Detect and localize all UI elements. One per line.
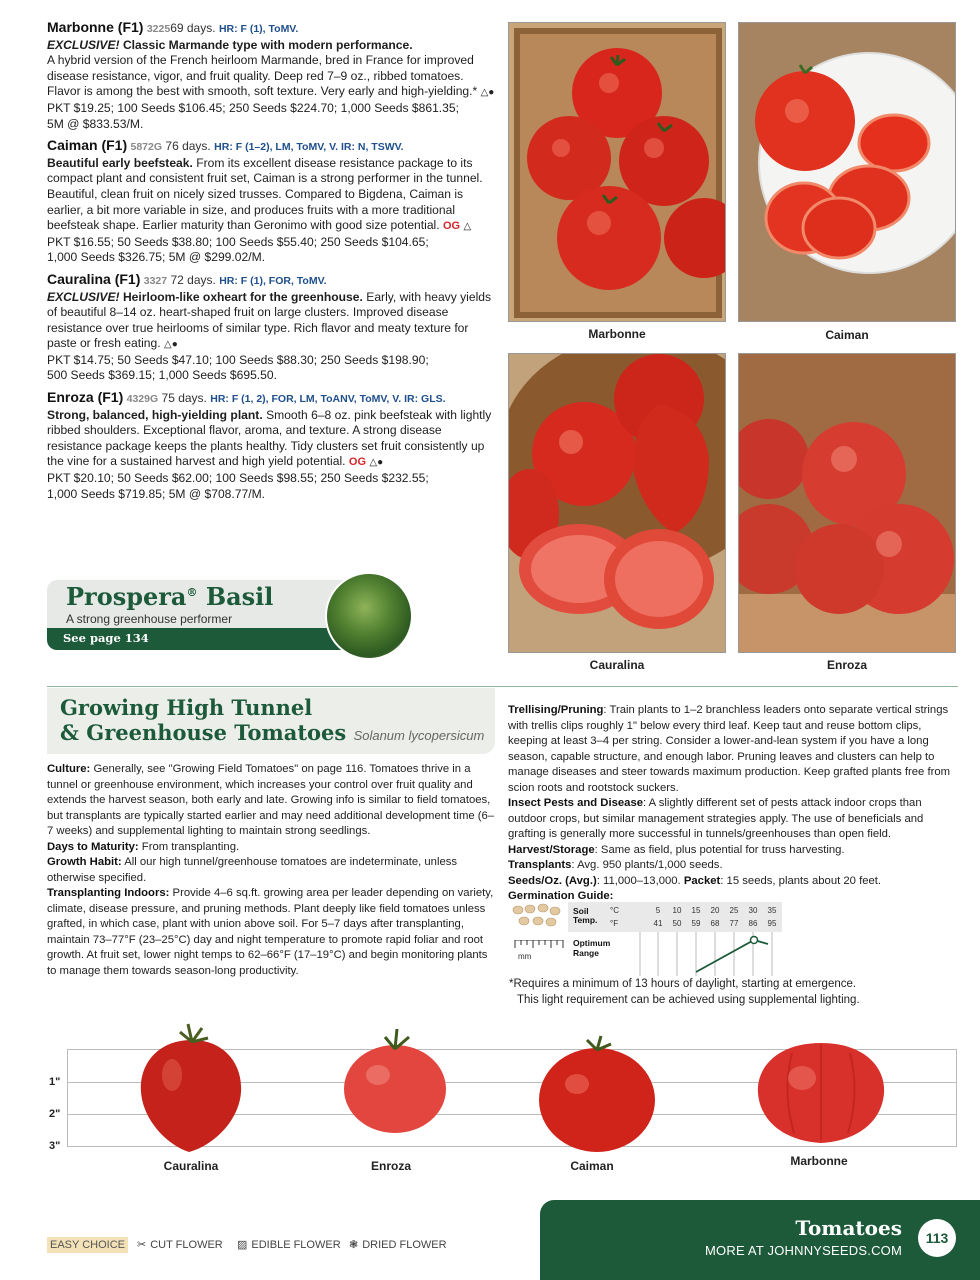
germination-guide bbox=[510, 902, 782, 976]
tomato-size-label: Marbonne bbox=[790, 1154, 848, 1168]
variety-lead: Heirloom-like oxheart for the greenhouse. bbox=[122, 289, 363, 304]
fahrenheit-unit: °F bbox=[610, 919, 619, 928]
variety-code: 4329G bbox=[126, 393, 159, 406]
exclusive-tag: EXCLUSIVE! bbox=[47, 289, 120, 304]
greenhouse-icon: △ bbox=[164, 339, 172, 351]
germination-curve bbox=[568, 932, 782, 976]
price-line: PKT $19.25; 100 Seeds $106.45; 250 Seeds $224.70; 1,000 Seeds $861.35; bbox=[47, 100, 459, 115]
price-line: 1,000 Seeds $326.75; 5M @ $299.02/M. bbox=[47, 250, 266, 265]
pests-paragraph: Insect Pests and Disease: A slightly different set of pests attack indoor crops than outdoor crops, but similar management strategies apply. The use of beneficials and grafting is generally more successful in tunnels/greenhouses than open field. bbox=[508, 797, 924, 840]
footnote-line: This light requirement can be achieved using supplemental lighting. bbox=[517, 993, 860, 1006]
transplanting-paragraph: Transplanting Indoors: Provide 4–6 sq.ft. growing area per leader depending on variety, climate, disease pressure, and pruning methods. Plant deeply like field tomatoes unless grafted, in which case, plant with union above soil. For 5–7 days after transplanting, maintain 73–77°F (23–25°C) day and night temperature to promote rapid foliar and root growth. At fruit set, lower night temps to 62–66°F (17–19°C) and begin monitoring plants to manage them towards season-long productivity. bbox=[47, 887, 494, 977]
variety-name: Cauralina (F1) bbox=[47, 270, 141, 287]
section-tab bbox=[540, 1200, 980, 1280]
fahrenheit-value: 77 bbox=[729, 919, 739, 928]
tomato-size-label: Cauralina bbox=[163, 1159, 219, 1173]
temperature-table bbox=[568, 902, 782, 932]
culture-paragraph: Culture: Generally, see "Growing Field Tomatoes" on page 116. Tomatoes thrive in a tunnel or greenhouse environment, which increases your control over fruit quality and extends the harvest season, both early and late. Growing info is similar to field tomatoes, but transplants are typically started earlier and may need additional development time (6–7 weeks) and supplemental lighting to maintain strong seedlings. bbox=[47, 763, 495, 837]
inch-label: 3" bbox=[49, 1140, 61, 1152]
variety-enroza bbox=[47, 390, 495, 502]
celsius-value: 25 bbox=[729, 906, 739, 915]
germination-heading: Germination Guide: bbox=[508, 890, 614, 902]
disease-resistance: HR: F (1), FOR, ToMV. bbox=[219, 274, 327, 287]
price-line: PKT $16.55; 50 Seeds $38.80; 100 Seeds $55.40; 250 Seeds $104.65; bbox=[47, 234, 429, 249]
celsius-unit: °C bbox=[610, 906, 619, 915]
basil-photo bbox=[325, 572, 413, 660]
variety-name: Marbonne (F1) bbox=[47, 19, 144, 35]
price-line: PKT $14.75; 50 Seeds $47.10; 100 Seeds $88.30; 250 Seeds $198.90; bbox=[47, 352, 429, 367]
ruler-unit: mm bbox=[518, 952, 532, 961]
photo-caption: Cauralina bbox=[589, 658, 645, 672]
variety-list bbox=[47, 20, 495, 508]
disease-resistance: HR: F (1), ToMV. bbox=[218, 23, 299, 35]
drop-icon: ● bbox=[488, 87, 495, 99]
banner-subtitle: A strong greenhouse performer bbox=[66, 612, 233, 626]
variety-days: 75 days. bbox=[161, 391, 207, 406]
disease-resistance: HR: F (1–2), LM, ToMV, V. IR: N, TSWV. bbox=[214, 141, 404, 154]
transplants-paragraph: Transplants: Avg. 950 plants/1,000 seeds. bbox=[508, 859, 723, 871]
drop-icon: ● bbox=[377, 457, 384, 469]
fahrenheit-value: 86 bbox=[748, 919, 758, 928]
footnote-line: *Requires a minimum of 13 hours of daylight, starting at emergence. bbox=[509, 978, 857, 990]
growing-title-line2: & Greenhouse Tomatoes Solanum lycopersicum bbox=[60, 720, 485, 745]
page-number: 113 bbox=[918, 1219, 956, 1257]
trellis-paragraph: Trellising/Pruning: Train plants to 1–2 branchless leaders onto separate vertical strings with trellis clips roughly 1" below every third leaf. Keep taut and reuse bottom clips, keeping at least 3–4 per string. Consider a lower-and-lean system if you have a long season, capable structure, and enough labor. Pruning leaves and clusters can help to manage diseases and steer towards maximum production. Keep grafted plants free from scion roots and rootstock suckers. bbox=[508, 704, 951, 794]
variety-days: 69 days. bbox=[170, 21, 216, 35]
variety-description: Smooth 6–8 oz. pink beefsteak with lightly ribbed shoulders. Exceptional flavor, aroma, and texture. A strong disease resistance package keeps the plants healthy. Tidy clusters set fruit consistently up the vine for a sustained harvest and high yield potential. bbox=[47, 407, 492, 469]
celsius-value: 15 bbox=[691, 906, 701, 915]
section-divider bbox=[47, 686, 958, 687]
celsius-value: 35 bbox=[767, 906, 777, 915]
section-title: Tomatoes bbox=[795, 1216, 902, 1240]
price-line: 1,000 Seeds $719.85; 5M @ $708.77/M. bbox=[47, 486, 266, 501]
scissors-icon: ✂ bbox=[137, 1239, 147, 1251]
photo-caption: Marbonne bbox=[588, 327, 646, 341]
growing-header bbox=[47, 688, 495, 754]
inch-label: 2" bbox=[49, 1108, 61, 1120]
price-line: PKT $20.10; 50 Seeds $62.00; 100 Seeds $98.55; 250 Seeds $232.55; bbox=[47, 471, 429, 486]
variety-days: 72 days. bbox=[170, 272, 216, 287]
variety-name: Enroza (F1) bbox=[47, 389, 124, 406]
cauralina-tomato bbox=[137, 1020, 247, 1156]
growing-title-line1: Growing High Tunnel bbox=[60, 695, 313, 720]
price-line: 5M @ $833.53/M. bbox=[47, 116, 144, 131]
website-link[interactable]: MORE AT JOHNNYSEEDS.COM bbox=[705, 1243, 902, 1258]
tomato-size-label: Enroza bbox=[370, 1159, 411, 1173]
temp-label: Temp. bbox=[573, 915, 598, 925]
scientific-name: Solanum lycopersicum bbox=[353, 728, 485, 743]
variety-lead: Classic Marmande type with modern performance. bbox=[122, 37, 413, 52]
celsius-value: 5 bbox=[655, 906, 661, 915]
harvest-paragraph: Harvest/Storage: Same as field, plus potential for truss harvesting. bbox=[508, 843, 845, 856]
organic-icon: OG bbox=[348, 456, 367, 469]
variety-marbonne bbox=[47, 20, 495, 132]
caiman-photo bbox=[738, 22, 956, 322]
price-line: 500 Seeds $369.15; 1,000 Seeds $695.50. bbox=[47, 368, 277, 383]
cauralina-photo bbox=[508, 353, 726, 653]
banner-title: Prospera® Basil bbox=[66, 582, 274, 611]
days-paragraph: Days to Maturity: From transplanting. bbox=[47, 840, 240, 853]
variety-description: A hybrid version of the French heirloom Marmande, bred in France for improved disease resistance, vigor, and fruit quality. Deep red 7–9 oz., ribbed tomatoes. Flavor is among the best with smooth, soft texture. Very early and high-yielding.* bbox=[47, 53, 478, 99]
caiman-tomato bbox=[535, 1032, 659, 1156]
prospera-basil-banner[interactable] bbox=[47, 580, 397, 652]
variety-lead: Strong, balanced, high-yielding plant. bbox=[47, 407, 263, 422]
enroza-photo bbox=[738, 353, 956, 653]
seeds-paragraph: Seeds/Oz. (Avg.): 11,000–13,000. Packet: 15 seeds, plants about 20 feet. bbox=[508, 874, 882, 887]
fahrenheit-value: 59 bbox=[691, 919, 701, 928]
greenhouse-icon: △ bbox=[369, 457, 378, 469]
celsius-value: 30 bbox=[748, 906, 758, 915]
edible-icon: ▨ bbox=[237, 1239, 248, 1251]
daylight-footnote bbox=[509, 977, 860, 1008]
variety-code: 3225 bbox=[146, 23, 171, 35]
marbonne-tomato bbox=[752, 1033, 890, 1147]
photo-caption: Enroza bbox=[826, 658, 867, 672]
habit-paragraph: Growth Habit: All our high tunnel/greenhouse tomatoes are indeterminate, unless otherwise specified. bbox=[47, 856, 458, 884]
greenhouse-icon: △ bbox=[463, 221, 472, 233]
seeds-icon bbox=[510, 902, 566, 930]
dried-flower-icon: ❃ bbox=[349, 1239, 359, 1251]
marbonne-photo bbox=[508, 22, 726, 322]
variety-cauralina bbox=[47, 272, 495, 384]
fahrenheit-value: 95 bbox=[767, 919, 777, 928]
variety-code: 5872G bbox=[130, 141, 163, 154]
tomato-size-label: Caiman bbox=[570, 1159, 614, 1173]
organic-icon: OG bbox=[442, 220, 461, 233]
celsius-value: 10 bbox=[672, 906, 682, 915]
variety-description: From its excellent disease resistance package to its compact plant and consistent fruit set, Caiman is a strong performer in the tunnel. Beautiful, clean fruit on nicely sized trusses. Compared to Bigdena, Caiman is earlier, a bit more variable in size, and produces fruits with a more traditional beefsteak shape. Earlier maturity than Geronimo with good size potential. bbox=[47, 155, 483, 233]
variety-days: 76 days. bbox=[165, 139, 211, 154]
variety-lead: Beautiful early beefsteak. bbox=[47, 155, 193, 170]
exclusive-tag: EXCLUSIVE! bbox=[47, 37, 120, 52]
range-label: Range bbox=[573, 948, 599, 958]
photo-caption: Caiman bbox=[825, 328, 869, 342]
growing-left-column bbox=[47, 762, 497, 979]
soil-label: Soil bbox=[573, 906, 589, 916]
variety-code: 3327 bbox=[143, 274, 168, 287]
fahrenheit-value: 41 bbox=[653, 919, 663, 928]
variety-description: Early, with heavy yields of beautiful 8–14 oz. heart-shaped fruit on large clusters. Improved disease resistance over true heirlooms of similar type. Rich flavor and meaty texture for paste or fresh eating. bbox=[47, 289, 492, 351]
growing-right-column bbox=[508, 703, 958, 905]
easy-choice-badge: EASY CHOICE bbox=[47, 1237, 128, 1253]
fahrenheit-value: 50 bbox=[672, 919, 682, 928]
germination-range bbox=[568, 932, 782, 976]
enroza-tomato bbox=[340, 1025, 450, 1137]
celsius-value: 20 bbox=[710, 906, 720, 915]
greenhouse-icon: △ bbox=[480, 87, 489, 99]
see-page-link[interactable]: See page 134 bbox=[63, 631, 149, 645]
edible-flower-legend: ▨ EDIBLE FLOWER bbox=[237, 1238, 341, 1251]
variety-name: Caiman (F1) bbox=[47, 137, 128, 154]
optimum-label: Optimum bbox=[573, 938, 611, 948]
disease-resistance: HR: F (1, 2), FOR, LM, ToANV, ToMV, V. IR: GLS. bbox=[210, 393, 446, 406]
variety-caiman bbox=[47, 138, 495, 266]
fahrenheit-value: 68 bbox=[710, 919, 720, 928]
inch-label: 1" bbox=[49, 1076, 61, 1088]
cut-flower-legend: ✂ CUT FLOWER bbox=[137, 1238, 223, 1251]
dried-flower-legend: ❃ DRIED FLOWER bbox=[349, 1238, 447, 1251]
drop-icon: ● bbox=[171, 339, 178, 351]
